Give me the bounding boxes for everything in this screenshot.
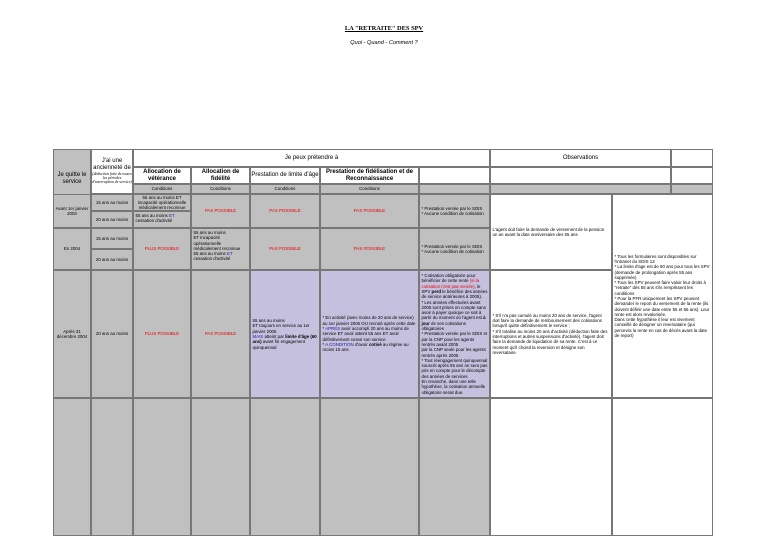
fidelite-2004-l1: 55 ans au moins: [193, 230, 226, 235]
header-seniority: [91, 149, 133, 194]
veterance-cond2-a: 55 ans au moins: [135, 213, 169, 218]
pfr-apres-l3a: *: [322, 341, 326, 347]
age-apres-limite: limite d'âge (60 ans): [252, 334, 317, 345]
seniority-20-apres: 20 ans au moins: [91, 270, 133, 398]
fidelite-2004-l3b: ET: [226, 251, 233, 257]
header-prestation-age: Prestation de limite d'âge: [250, 167, 320, 184]
obs-demande: L'agent doit faire la demande de versement de la pension un an avant la date anniversaire des 55 ans: [490, 194, 612, 270]
pfr-apres-condition: A CONDITION: [325, 341, 354, 347]
pfr-2004: PAS POSSIBLE: [320, 228, 419, 270]
age-avant: PAS POSSIBLE: [250, 194, 320, 228]
age-apres-l2: ET toujours en service au 1er janvier 2005: [252, 323, 310, 334]
pfr-apres-l1: * En activité (avec moins de 20 ans de service) au 1er janvier 2005 OU recruté après cette date: [322, 315, 416, 326]
pfr-apres-apres: APRES: [325, 326, 341, 332]
conditions-filler-3: [671, 184, 713, 194]
header-empty-3: [671, 167, 713, 184]
obs-apres-c: * Prestation versée par le SDIS et par la CNP pour les agents rentrés avant 2005 par la CNP seule pour les agents rentrés après 2005 * Tout réengagement quinquennal souscrit après 55 ans ne sera pas pris en compte pour le décompte des années de services En revanche, dans une telle hypothèse, la cotisation annuelle obligatoire serait due.: [421, 331, 488, 395]
fidelite-apres: PAS POSSIBLE: [191, 270, 250, 398]
obs-2004: * Prestation versée par le SDIS * Aucune condition de cotisation: [419, 228, 490, 270]
empty-col-2: [91, 398, 133, 536]
header-observations-extra: [671, 149, 713, 167]
age-apres-conditions: [250, 270, 320, 398]
obs-avant: * Prestation versée par le SDIS * Aucune condition de cotisation: [419, 194, 490, 228]
header-quit: Je quitte le service: [53, 149, 91, 209]
header-allocation-fidelite: Allocation de fidélité: [191, 167, 250, 184]
pfr-avant: PAS POSSIBLE: [320, 194, 419, 228]
fidelite-avant: PAS POSSIBLE: [191, 194, 250, 228]
fidelite-2004-l2: ET incapacité opérationnelle médicalement reconnue: [193, 235, 241, 251]
veterance-2004: PLUS POSSIBLE: [133, 228, 191, 270]
period-apres-2004: Après 31 décembre 2004: [53, 270, 91, 398]
fidelite-2004-l3a: 55 ans au moins: [193, 251, 227, 257]
page-subtitle: Quoi - Quand - Comment ?: [350, 40, 418, 46]
seniority-20-avant: 20 ans au moins: [91, 211, 133, 228]
conditions-filler-2: [490, 184, 671, 194]
veterance-conditions-1: 55 ans au moins ET incapacité opérationnelle médicalement reconnue: [133, 194, 191, 211]
pfr-apres-l3c: d'avoir: [353, 341, 369, 347]
pfr-apres-l3e: au régime au moins 15 ans: [322, 341, 409, 353]
empty-col-8: [490, 398, 612, 536]
seniority-15-2004: 15 ans au moins: [91, 228, 133, 249]
veterance-cond2-et: ET: [168, 213, 175, 218]
empty-col-7: [419, 398, 490, 536]
header-empty-2: [490, 167, 671, 184]
obs-formulaires: * Tous les formulaires sont disponibles sur l'intranet du SDIS 13 * La limite d'age est de 60 ans pour tous les SPV (demande de prolongation après 55 ans supprimée) * Tous les SPV peuvent faire valoir leur droits à "retraite" dès 55 ans s'ils remplissent les conditions * Pour la PFR uniquement les SPV peuvent demander le report du versement de la rente (ils doivent définir une date entre 55 et 65 ans). Leur rente est alors revalorisée. Dans cette hypothèse il leur est vivement conseillé de désigner un reversataire (qui percevra la rente en cas de décès avant la date de report): [612, 194, 713, 398]
conditions-label-4: Conditions: [320, 184, 419, 194]
veterance-conditions-2: [133, 211, 191, 228]
header-allocation-veterance: Allocation de vétérance: [133, 167, 191, 184]
pfr-apres-l2a: *: [322, 326, 326, 332]
period-avant-2004: Avant 1er janvier 2004: [53, 194, 91, 228]
conditions-filler-1: [419, 184, 490, 194]
empty-col-3: [133, 398, 191, 536]
fidelite-2004-l3c: cessation d'activité: [193, 256, 231, 262]
empty-col-9: [612, 398, 713, 536]
seniority-15-avant: 15 ans au moins: [91, 194, 133, 211]
obs-remboursement: * S'il n'a pas cumulé au moins 20 ans de service, l'agent doit faire la demande de remboursement des cotisations lorsqu'il quitte définitivement le service ; * S'il totalise au moins 20 ans d'activité (déduction faite des interruptions et autres suspensions d'activité), l'agent doit faire la demande de liquidation de sa rente. C'est à ce moment qu'il choisit la reversion et désigne son reversataire.: [490, 270, 612, 398]
conditions-label-2: Conditions: [191, 184, 250, 194]
obs-apres-b: * Les années effectuées avant 2005 sont prises en compte sans avoir à payer quoique ce soit à partir du moment où l'agent est: [421, 299, 486, 321]
conditions-label-3: Conditions: [250, 184, 320, 194]
veterance-apres: PLUS POSSIBLE: [133, 270, 191, 398]
fidelite-2004-conditions: [191, 228, 250, 270]
empty-col-4: [191, 398, 250, 536]
header-claim: Je peux prétendre à: [133, 149, 490, 167]
obs-apres-a5: le bénéfice des années de service antérieures à 2005).: [421, 288, 488, 300]
veterance-cond2-c: cessation d'activité: [135, 218, 173, 224]
conditions-label-1: Conditions: [133, 184, 191, 194]
obs-apres: [419, 270, 490, 398]
header-seniority-note: (déduction faite de toutes les périodes d'interruption de service): [92, 171, 132, 185]
empty-col-1: [53, 398, 91, 536]
obs-apres-a-jour: à jour: [421, 315, 486, 326]
seniority-20-2004: 20 ans au moins: [91, 249, 133, 270]
obs-apres-a3: , le SPV: [421, 283, 481, 294]
page-title: LA "RETRAITE" DES SPV: [344, 25, 424, 32]
age-apres-mais: MAIS: [252, 334, 264, 339]
pfr-apres-cotise: cotisé: [368, 341, 382, 347]
pfr-apres-l2c: avoir accompli 20 ans au moins de service ET avoir atteint 55 ans ET avoir définitivement cessé son service: [322, 326, 409, 342]
age-apres-l3b: atteint par: [263, 334, 286, 339]
obs-apres-perd: perd: [431, 288, 442, 294]
age-apres-l1: 55 ans au moins: [252, 318, 285, 324]
obs-apres-b3: de ses cotisations obligatoires: [421, 320, 466, 332]
age-apres-l3d: avant fin engagement quinquennal: [252, 339, 305, 350]
pfr-apres-conditions: [320, 270, 419, 398]
obs-apres-a2: (si la cotisation n'est pas versée): [421, 278, 480, 289]
header-prestation-fidelisation: Prestation de fidélisation et de Reconnaissance: [320, 167, 419, 184]
obs-apres-a1: * Cotisation obligatoire pour bénéficier de cette rente: [421, 273, 476, 284]
age-2004: PAS POSSIBLE: [250, 228, 320, 270]
empty-col-5: [250, 398, 320, 536]
header-observations: Observations: [490, 149, 671, 167]
header-empty-1: [419, 167, 490, 184]
header-seniority-label: J'ai une ancienneté de: [93, 158, 131, 172]
period-en-2004: En 2004: [53, 228, 91, 270]
empty-col-6: [320, 398, 419, 536]
